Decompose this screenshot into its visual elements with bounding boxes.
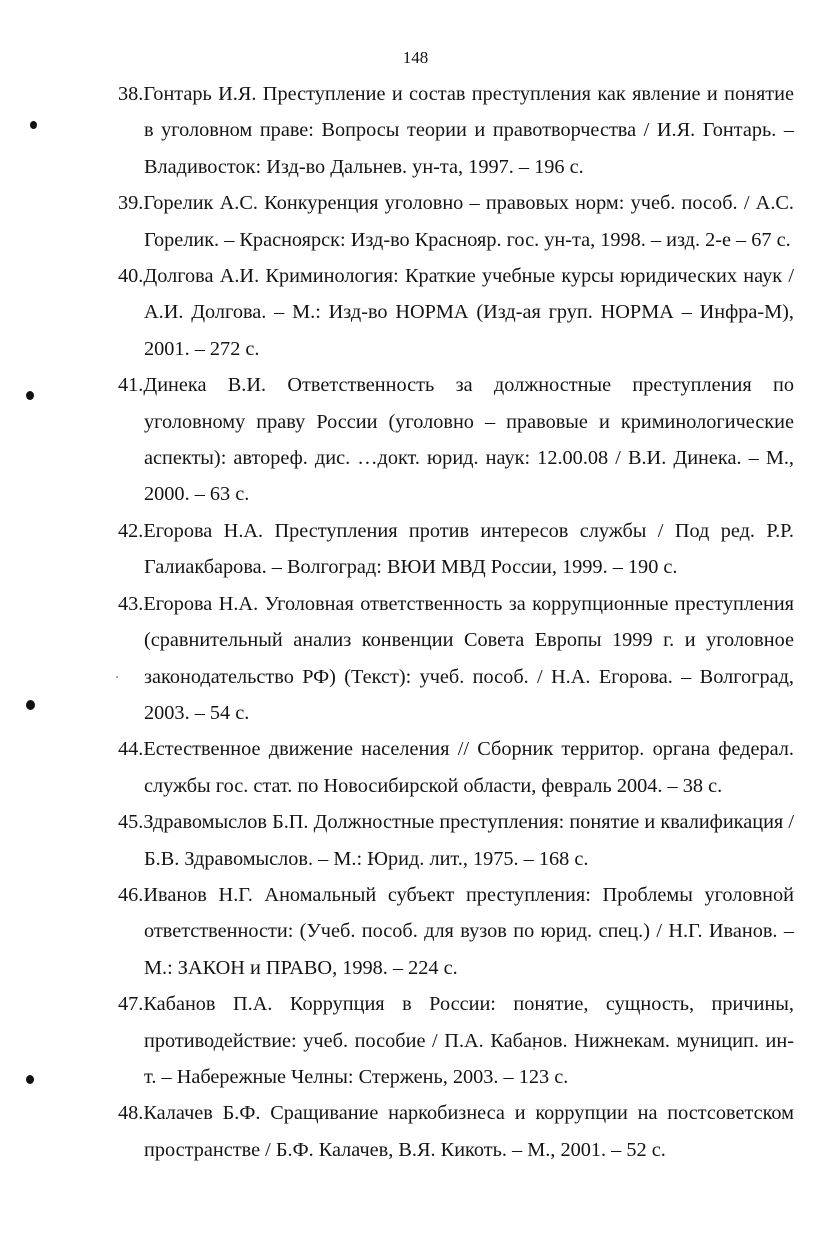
entry-text: Иванов Н.Г. Аномальный субъект преступления: Проблемы уголовной ответственности: (Учеб. пособ. для вузов по юрид. спец.) / Н.Г. Иванов. – М.: ЗАКОН и ПРАВО, 1998. – 224 с. <box>143 883 794 979</box>
entry-text: Долгова А.И. Криминология: Краткие учебные курсы юридических наук / А.И. Долгова. – М.: Изд-во НОРМА (Изд-ая груп. НОРМА – Инфра-М), 2001. – 272 с. <box>143 265 794 360</box>
entry-number: 47. <box>118 993 144 1016</box>
bibliography-entry <box>118 513 794 586</box>
bibliography-entry <box>118 731 794 804</box>
entry-text: Естественное движение населения // Сборник территор. органа федерал. службы гос. стат. по Новосибирской области, февраль 2004. – 38 с. <box>143 738 794 797</box>
bibliography-entry <box>118 258 794 367</box>
entry-number: 38. <box>118 83 144 105</box>
bibliography-entry <box>118 877 794 986</box>
punch-hole-mark <box>26 700 35 710</box>
bibliography-entry <box>118 185 794 258</box>
bibliography-entry <box>118 1095 794 1168</box>
bibliography-list <box>118 76 794 1168</box>
entry-number: 45. <box>118 811 144 834</box>
entry-number: 39. <box>118 192 144 215</box>
entry-number: 44. <box>118 738 144 761</box>
entry-number: 46. <box>118 883 144 906</box>
entry-text: Динека В.И. Ответственность за должностные преступления по уголовному праву России (уголовно – правовые и криминологические аспекты): автореф. дис. …докт. юрид. наук: 12.00.08 / В.И. Динека. – М., 2000. – 63 с. <box>143 374 794 506</box>
entry-text: Горелик А.С. Конкуренция уголовно – правовых норм: учеб. пособ. / А.С. Горелик. – Красноярск: Изд-во Краснояр. гос. ун-та, 1998. – изд. 2-е – 67 с. <box>143 192 794 251</box>
entry-text: Калачев Б.Ф. Сращивание наркобизнеса и коррупции на постсоветском пространстве / Б.Ф. Калачев, В.Я. Кикоть. – М., 2001. – 52 с. <box>143 1102 794 1161</box>
punch-hole-mark <box>26 391 34 400</box>
entry-text: Здравомыслов Б.П. Должностные преступления: понятие и квалификация / Б.В. Здравомыслов. – М.: Юрид. лит., 1975. – 168 с. <box>143 811 794 870</box>
punch-hole-mark <box>26 1075 34 1084</box>
entry-text: Егорова Н.А. Уголовная ответственность за коррупционные преступления (сравнительный анализ конвенции Совета Европы 1999 г. и уголовное законодательство РФ) (Текст): учеб. пособ. / Н.А. Егорова. – Волгоград, 2003. – 54 с. <box>143 592 794 724</box>
punch-hole-mark <box>30 121 37 129</box>
entry-text: Кабанов П.А. Коррупция в России: понятие, сущность, причины, противодействие: учеб. пособие / П.А. Кабанов. Нижнекам. муницип. ин-т. – Набережные Челны: Стержень, 2003. – 123 с. <box>143 993 794 1088</box>
page-number: 148 <box>402 48 429 67</box>
bibliography-entry <box>118 804 794 877</box>
bibliography-entry <box>118 76 794 185</box>
entry-text: Гонтарь И.Я. Преступление и состав преступления как явление и понятие в уголовном праве: Вопросы теории и правотворчества / И.Я. Гонтарь. – Владивосток: Изд-во Дальнев. ун-та, 1997. – 196 с. <box>143 83 794 178</box>
bibliography-entry <box>118 367 794 513</box>
bibliography-entry <box>118 586 794 732</box>
bibliography-entry <box>118 986 794 1095</box>
entry-text: Егорова Н.А. Преступления против интересов службы / Под ред. Р.Р. Галиакбарова. – Волгоград: ВЮИ МВД России, 1999. – 190 с. <box>143 519 794 579</box>
entry-number: 41. <box>118 374 144 397</box>
entry-number: 48. <box>118 1102 144 1125</box>
entry-number: 40. <box>118 265 144 288</box>
entry-number: 42. <box>118 519 144 542</box>
entry-number: 43. <box>118 592 144 615</box>
